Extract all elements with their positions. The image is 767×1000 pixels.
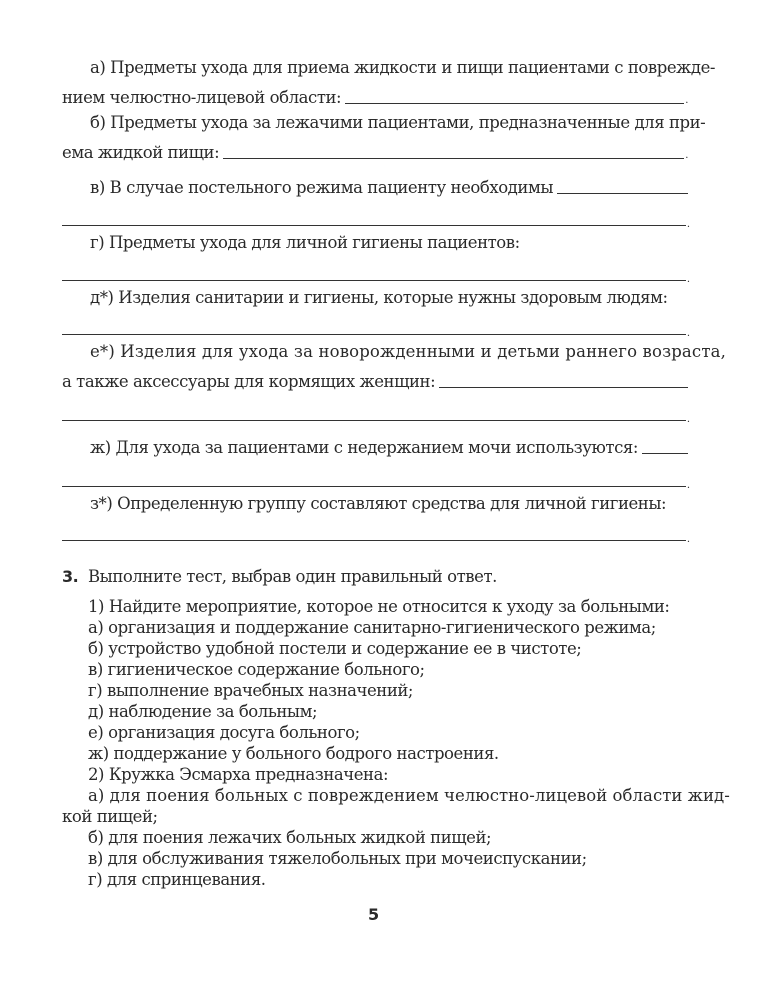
item-b-answer-row: ема жидкой пищи: . xyxy=(62,143,688,162)
answer-blank-zh-2[interactable]: . xyxy=(62,486,686,487)
item-b-text: б) Предметы ухода за лежачими пациентами, предназначенные для при- xyxy=(90,113,706,132)
item-e-text-cont: а также аксессуары для кормящих женщин: xyxy=(62,372,436,391)
answer-blank-b[interactable] xyxy=(223,158,684,159)
answer-blank-e-2[interactable]: . xyxy=(62,420,686,421)
item-a-answer-row: нием челюстно-лицевой области: . xyxy=(62,88,688,107)
item-zh-row xyxy=(62,438,688,458)
item-z-text: з*) Определенную группу составляют средства для личной гигиены: xyxy=(90,494,667,513)
item-d-text: д*) Изделия санитарии и гигиены, которые нужны здоровым людям: xyxy=(90,288,668,307)
item-e-text: е*) Изделия для ухода за новорожденными и детьми раннего возраста, xyxy=(90,342,726,361)
question-1-text: 1) Найдите мероприятие, которое не относится к уходу за больными: xyxy=(88,597,670,616)
answer-blank-zh-1[interactable] xyxy=(642,453,688,454)
item-v-text: в) В случае постельного режима пациенту необходимы xyxy=(90,178,554,197)
task-title: Выполните тест, выбрав один правильный ответ. xyxy=(88,567,497,586)
item-g-text: г) Предметы ухода для личной гигиены пациентов: xyxy=(90,233,520,252)
item-a-text: а) Предметы ухода для приема жидкости и пищи пациентами с поврежде- xyxy=(90,58,716,77)
question-2-text: 2) Кружка Эсмарха предназначена: xyxy=(88,765,389,784)
task-number: 3. xyxy=(62,567,79,586)
answer-blank-e-1[interactable] xyxy=(439,387,688,388)
item-a-text-cont: нием челюстно-лицевой области: xyxy=(62,88,342,107)
answer-blank-g[interactable]: . xyxy=(62,280,686,281)
answer-blank-z[interactable]: . xyxy=(62,540,686,541)
answer-blank-a[interactable] xyxy=(345,103,684,104)
item-e-answer-row xyxy=(62,372,688,392)
item-b-text-cont: ема жидкой пищи: xyxy=(62,143,220,162)
answer-blank-v-2[interactable]: . xyxy=(62,225,686,226)
answer-blank-v-1[interactable] xyxy=(557,193,688,194)
item-v-row xyxy=(62,178,688,198)
page-number: 5 xyxy=(368,905,380,924)
item-zh-text: ж) Для ухода за пациентами с недержанием мочи используются: xyxy=(90,438,638,457)
answer-blank-d[interactable]: . xyxy=(62,334,686,335)
